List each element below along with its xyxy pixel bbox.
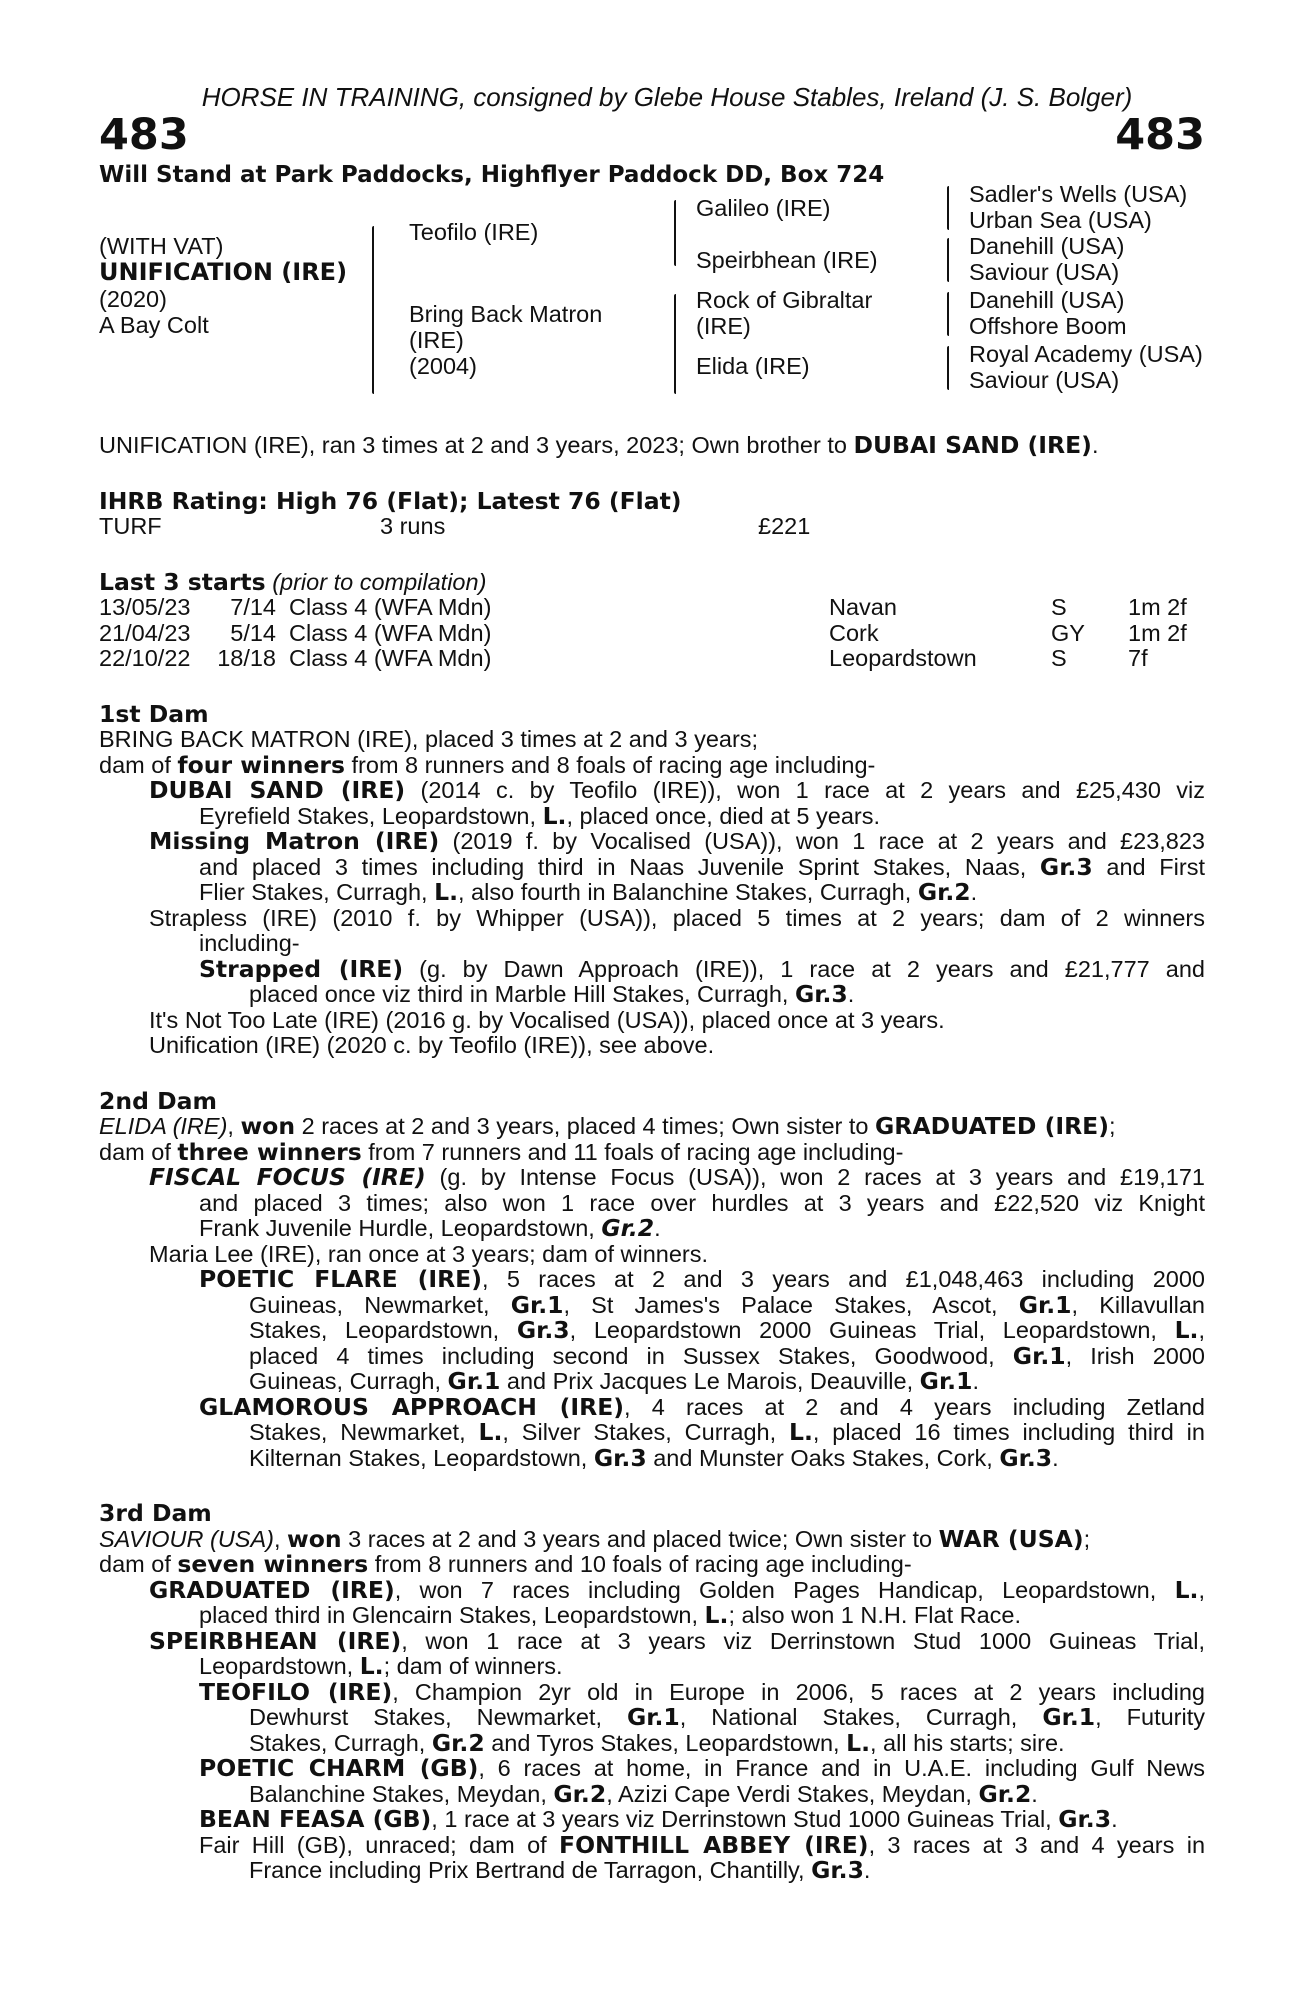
list-item: Missing Matron (IRE) (2019 f. by Vocalised (USA)), won 1 race at 2 years and £23,823 — [149, 827, 1206, 855]
list-item: Unification (IRE) (2020 c. by Teofilo (IRE)), see above. — [149, 1032, 715, 1058]
list-item: POETIC FLARE (IRE), 5 races at 2 and 3 years and £1,048,463 including 2000 — [199, 1265, 1205, 1293]
list-item: Maria Lee (IRE), ran once at 3 years; dam of winners. — [149, 1240, 709, 1267]
brace-g3 — [947, 292, 949, 336]
list-item: Strapped (IRE) (g. by Dawn Approach (IRE)), 1 race at 2 years and £21,777 and — [199, 954, 1205, 983]
second-dam-section: 2nd Dam ELIDA (IRE), won 2 races at 2 and 3 years, placed 4 times; Own sister to GRADUATED (IRE); dam of three winners from 7 runners and 11 foals of racing age including- FISCAL FOCUS (IRE) (g. by Intense Focus (USA)), won 2 races at 3 years and £19,171 and placed 3 times; also won 1 race over hurdles at 3 years and £22,520 viz Knight Frank Juvenile Hurdle, Leopardstown, Gr.2. Maria Lee (IRE), ran once at 3 years; dam of winners. POETIC FLARE (IRE), 5 races at 2 and 3 years and £1,048,463 including 2000 Guineas, Newmarket, Gr.1, St James's Palace Stakes, Ascot, Gr.1, Killavullan Stakes, Leopardstown, Gr.3, Leopardstown 2000 Guineas Trial, Leopardstown, L., placed 4 times including second in Sussex Stakes, Goodwood, Gr.1, Irish 2000 Guineas, Curragh, Gr.1 and Prix Jacques Le Marois, Deauville, Gr.1. GLAMOROUS APPROACH (IRE), 4 races at 2 and 4 years including Zetland Stakes, Newmarket, L., Silver Stakes, Curragh, L., placed 16 times including third in Kilternan Stakes, Leopardstown, Gr.3 and Munster Oaks Stakes, Cork, Gr.3. — [99, 1086, 1206, 1472]
surface: TURF — [99, 513, 162, 539]
section-heading: 1st Dam — [99, 699, 209, 728]
gg-sire-dam-dam: Saviour (USA) — [969, 259, 1120, 285]
list-item: It's Not Too Late (IRE) (2016 g. by Vocalised (USA)), placed once at 3 years. — [149, 1006, 945, 1033]
dam-sire-line-2: (IRE) — [696, 313, 751, 339]
summary-line: UNIFICATION (IRE), ran 3 times at 2 and 3 years, 2023; Own brother to DUBAI SAND (IRE). — [99, 431, 1099, 459]
consignor-line: HORSE IN TRAINING, consigned by Glebe House Stables, Ireland (J. S. Bolger) — [201, 82, 1133, 112]
rating-heading: IHRB Rating: High 76 (Flat); Latest 76 (Flat) — [99, 486, 682, 515]
section-heading: 3rd Dam — [99, 1499, 212, 1527]
list-item: BEAN FEASA (GB), 1 race at 3 years viz Derrinstown Stud 1000 Guineas Trial, Gr.3. — [199, 1805, 1118, 1833]
list-item: Strapless (IRE) (2010 f. by Whipper (USA)), placed 5 times at 2 years; dam of 2 winners — [149, 904, 1205, 931]
sire-dam: Speirbhean (IRE) — [696, 247, 878, 273]
list-item: SPEIRBHEAN (IRE), won 1 race at 3 years viz Derrinstown Stud 1000 Guineas Trial, — [149, 1626, 1205, 1655]
brace-g1 — [947, 186, 949, 230]
gg-sire-sire-dam: Urban Sea (USA) — [969, 207, 1152, 233]
dam-sire-line-1: Rock of Gibraltar — [696, 287, 873, 313]
gg-sire-dam-sire: Danehill (USA) — [969, 233, 1125, 259]
table-row: 21/04/23 5/14 Class 4 (WFA Mdn) Cork GY 1m 2f — [99, 619, 1187, 646]
runs: 3 runs — [380, 513, 446, 539]
list-item: POETIC CHARM (GB), 6 races at home, in France and in U.A.E. including Gulf News — [199, 1754, 1205, 1782]
lot-number-row — [99, 112, 1205, 158]
gg-dam-dam-sire: Royal Academy (USA) — [969, 341, 1203, 367]
starts-heading: Last 3 starts (prior to compilation) — [99, 567, 487, 596]
gg-sire-sire-sire: Sadler's Wells (USA) — [969, 181, 1188, 207]
list-item: TEOFILO (IRE), Champion 2yr old in Europe in 2006, 5 races at 2 years including — [199, 1677, 1206, 1706]
foaling-year: (2020) — [99, 286, 167, 312]
gg-dam-sire-sire: Danehill (USA) — [969, 287, 1125, 313]
vat-note: (WITH VAT) — [99, 233, 224, 259]
table-row: 13/05/23 7/14 Class 4 (WFA Mdn) Navan S 1m 2f — [99, 594, 1187, 620]
sire-brace — [674, 200, 676, 266]
dam-dam: Elida (IRE) — [696, 353, 810, 379]
sire-sire: Galileo (IRE) — [696, 195, 831, 221]
horse-name: UNIFICATION (IRE) — [99, 258, 348, 286]
dam-line-2: (IRE) — [409, 327, 464, 353]
table-row: 22/10/22 18/18 Class 4 (WFA Mdn) Leopardstown S 7f — [99, 645, 1148, 671]
third-dam-section: 3rd Dam SAVIOUR (USA), won 3 races at 2 and 3 years and placed twice; Own sister to WAR (USA); dam of seven winners from 8 runners and 10 foals of racing age including- GRADUATED (IRE), won 7 races including Golden Pages Handicap, Leopardstown, L., placed third in Glencairn Stakes, Leopardstown, L.; also won 1 N.H. Flat Race. SPEIRBHEAN (IRE), won 1 race at 3 years viz Derrinstown Stud 1000 Guineas Trial, Leopardstown, L.; dam of winners. TEOFILO (IRE), Champion 2yr old in Europe in 2006, 5 races at 2 years including Dewhurst Stakes, Newmarket, Gr.1, National Stakes, Curragh, Gr.1, Futurity Stakes, Curragh, Gr.2 and Tyros Stakes, Leopardstown, L., all his starts; sire. POETIC CHARM (GB), 6 races at home, in France and in U.A.E. including Gulf News Balanchine Stakes, Meydan, Gr.2, Azizi Cape Verdi Stakes, Meydan, Gr.2. BEAN FEASA (GB), 1 race at 3 years viz Derrinstown Stud 1000 Guineas Trial, Gr.3. Fair Hill (GB), unraced; dam of FONTHILL ABBEY (IRE), 3 races at 3 and 4 years in France including Prix Bertrand de Tarragon, Chantilly, Gr.3. — [99, 1499, 1206, 1884]
dam-line-3: (2004) — [409, 353, 477, 379]
sire-dam-brace — [372, 226, 374, 394]
sire: Teofilo (IRE) — [409, 219, 539, 245]
gg-dam-dam-dam: Saviour (USA) — [969, 367, 1120, 393]
gg-dam-sire-dam: Offshore Boom — [969, 313, 1127, 339]
earnings: £221 — [758, 513, 811, 539]
list-item: Fair Hill (GB), unraced; dam of FONTHILL ABBEY (IRE), 3 races at 3 and 4 years in — [199, 1830, 1206, 1859]
catalogue-page — [99, 82, 1205, 1884]
pedigree-table — [99, 181, 1205, 407]
brace-g2 — [947, 238, 949, 282]
lot-number-right: 483 — [1115, 110, 1205, 160]
list-item: GRADUATED (IRE), won 7 races including Golden Pages Handicap, Leopardstown, L., — [149, 1575, 1205, 1604]
brace-g4 — [947, 346, 949, 390]
lot-number-left: 483 — [99, 110, 189, 160]
list-item: GLAMOROUS APPROACH (IRE), 4 races at 2 and 4 years including Zetland — [199, 1392, 1205, 1421]
dam-line-1: Bring Back Matron — [409, 301, 603, 327]
rating-row — [99, 514, 1205, 540]
first-dam-section: 1st Dam BRING BACK MATRON (IRE), placed 3 times at 2 and 3 years; dam of four winners from 8 runners and 8 foals of racing age including- DUBAI SAND (IRE) (2014 c. by Teofilo (IRE)), won 1 race at 2 years and £25,430 viz Eyrefield Stakes, Leopardstown, L., placed once, died at 5 years. Missing Matron (IRE) (2019 f. by Vocalised (USA)), won 1 race at 2 years and £23,823 and placed 3 times including third in Naas Juvenile Sprint Stakes, Naas, Gr.3 and First Flier Stakes, Curragh, L., also fourth in Balanchine Stakes, Curragh, Gr.2. Strapless (IRE) (2010 f. by Whipper (USA)), placed 5 times at 2 years; dam of 2 winners including- Strapped (IRE) (g. by Dawn Approach (IRE)), 1 race at 2 years and £21,777 and placed once viz third in Marble Hill Stakes, Curragh, Gr.3. It's Not Too Late (IRE) (2016 g. by Vocalised (USA)), placed once at 3 years. Unification (IRE) (2020 c. by Teofilo (IRE)), see above. — [99, 699, 1206, 1058]
dam-brace — [674, 294, 676, 394]
list-item: DUBAI SAND (IRE) (2014 c. by Teofilo (IRE)), won 1 race at 2 years and £25,430 viz — [149, 776, 1205, 804]
horse-description: A Bay Colt — [99, 312, 209, 338]
list-item: FISCAL FOCUS (IRE) (g. by Intense Focus (USA)), won 2 races at 3 years and £19,171 — [149, 1163, 1205, 1191]
stand-location: Will Stand at Park Paddocks, Highflyer Paddock DD, Box 724 — [99, 162, 885, 188]
starts-table — [99, 595, 1205, 672]
section-heading: 2nd Dam — [99, 1086, 217, 1115]
